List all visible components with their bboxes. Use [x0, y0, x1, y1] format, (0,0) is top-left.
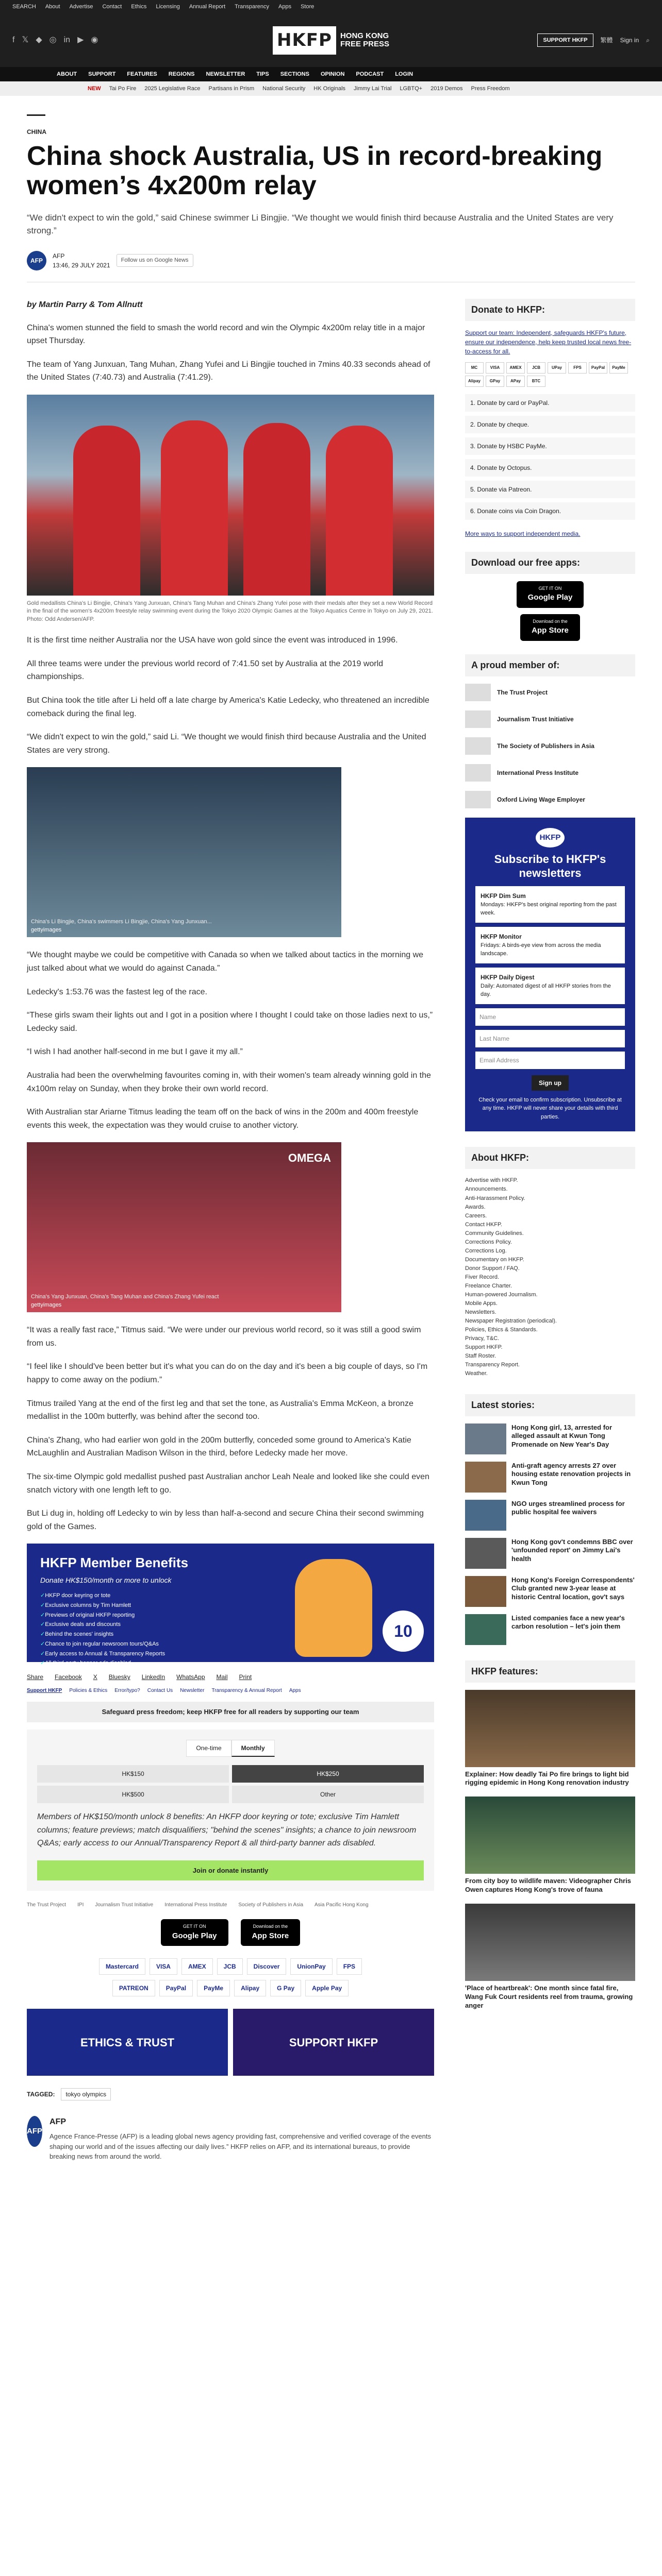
- benefit-item: ✓ Exclusive deals and discounts: [40, 1620, 421, 1630]
- bluesky-icon[interactable]: ◆: [36, 36, 42, 44]
- share-bar: [27, 1672, 434, 1682]
- donate-intro-link[interactable]: Support our team: Independent, safeguards HKFP's future, ensure our independence, help keep trusted local news free-to-access for all.: [465, 329, 632, 355]
- author-bio: [27, 2116, 434, 2162]
- amount-option[interactable]: HK$500: [37, 1786, 229, 1803]
- swimmer-figure: [243, 423, 310, 596]
- photo-caption: China's Yang Junxuan, China's Tang Muhan and China's Zhang Yufei react: [31, 1293, 219, 1300]
- member-org[interactable]: The Society of Publishers in Asia: [465, 737, 635, 755]
- payment-logo: PayPal: [159, 1980, 193, 1996]
- payment-logos: [27, 1958, 434, 1975]
- topic-link[interactable]: Press Freedom: [471, 85, 510, 92]
- benefit-item: ✓ Exclusive columns by Tim Hamlett: [40, 1601, 421, 1611]
- banner-title: HKFP Member Benefits: [40, 1555, 189, 1571]
- rss-icon[interactable]: ◉: [91, 36, 98, 44]
- payment-logo: Apple Pay: [305, 1980, 349, 1996]
- member-org[interactable]: Oxford Living Wage Employer: [465, 791, 635, 808]
- support-link[interactable]: Apps: [289, 1688, 301, 1694]
- topic-link[interactable]: National Security: [262, 85, 306, 92]
- about-link[interactable]: Weather.: [465, 1370, 488, 1377]
- member-org[interactable]: International Press Institute: [465, 764, 635, 782]
- donate-widget: [27, 1730, 434, 1891]
- about-link[interactable]: Human-powered Journalism.: [465, 1292, 538, 1298]
- feature-story[interactable]: Explainer: How deadly Tai Po fire brings to light bid rigging epidemic in Hong Kong renovation industry: [465, 1690, 635, 1788]
- swimmer-figure: [326, 426, 393, 596]
- afp-avatar[interactable]: AFP: [27, 251, 46, 270]
- paragraph: But Li dug in, holding off Ledecky to win by less than half-a-second and secure China their second swimming gold of the Games.: [27, 1509, 424, 1531]
- partner-logo[interactable]: Society of Publishers in Asia: [238, 1902, 304, 1908]
- support-link[interactable]: Newsletter: [180, 1688, 205, 1694]
- feature-image: [465, 1797, 635, 1874]
- about-link[interactable]: Privacy, T&C.: [465, 1335, 500, 1342]
- paragraph: But China took the title after Li held off a late charge by America's Katie Ledecky, who threatened an incredible comeback during the final leg.: [27, 696, 429, 718]
- payment-logo: JCB: [217, 1958, 243, 1975]
- about-link[interactable]: Contact HKFP.: [465, 1221, 502, 1228]
- main-nav: [0, 67, 662, 81]
- about-link[interactable]: Freelance Charter.: [465, 1283, 512, 1289]
- article-authors: by Martin Parry & Tom Allnutt: [27, 300, 143, 309]
- payment-logo: VISA: [150, 1958, 177, 1975]
- swimmer-figure: [73, 426, 140, 596]
- first-name-field[interactable]: Name: [475, 1008, 625, 1026]
- newsletter-title: Subscribe to HKFP's newsletters: [494, 853, 606, 879]
- payment-card-icon: JCB: [527, 362, 545, 374]
- paragraph: With Australian star Ariarne Titmus leading the team off on the back of wins in the 200m and 400m freestyle events this week, the expectation was they would cruise to another victory.: [27, 1108, 419, 1130]
- logo-mark: HKFP: [273, 26, 336, 55]
- nav-item[interactable]: ABOUT: [57, 71, 77, 77]
- amount-options: [37, 1765, 424, 1803]
- social-icons: [12, 34, 98, 46]
- paragraph: Titmus trailed Yang at the end of the first leg and that set the tone, as Australia's Emma McKeon, a bronze medallist in the 100m butterfly, was behind after the second too.: [27, 1399, 413, 1421]
- new-badge: NEW: [88, 85, 101, 92]
- nav-item[interactable]: TIPS: [256, 71, 269, 77]
- search-link[interactable]: SEARCH: [12, 3, 36, 10]
- ethics-promo[interactable]: ETHICS & TRUST: [27, 2009, 228, 2076]
- member-title: A proud member of:: [465, 654, 635, 676]
- tagged-label: TAGGED:: [27, 2091, 55, 2098]
- nav-item[interactable]: LOGIN: [395, 71, 413, 77]
- share-x[interactable]: X: [93, 1673, 97, 1681]
- member-benefits-banner[interactable]: [27, 1544, 434, 1667]
- linkedin-icon[interactable]: in: [63, 36, 71, 44]
- omega-logo: OMEGA: [288, 1151, 331, 1165]
- payment-logos: [27, 1980, 434, 1996]
- amount-option[interactable]: HK$150: [37, 1765, 229, 1783]
- donate-fineprint: Members of HK$150/month unlock 8 benefits: An HKFP door keyring or tote; exclusive Tim Hamlett columns; feature previews; match disqualifiers; "behind the scenes" insights; a chance to join newsroom Q&As; early access to our Annual/Transparency Report & all third-party banner ads disabled.: [37, 1812, 417, 1848]
- support-link[interactable]: Support HKFP: [27, 1688, 62, 1694]
- article-container: [27, 96, 635, 2169]
- about-link[interactable]: Fiver Record.: [465, 1274, 500, 1280]
- site-header: [0, 13, 662, 67]
- story-thumbnail: [465, 1614, 506, 1645]
- payment-card-icon: UPay: [548, 362, 566, 374]
- tab-monthly[interactable]: Monthly: [231, 1740, 275, 1757]
- signup-button[interactable]: Sign up: [532, 1075, 569, 1091]
- nav-item[interactable]: REGIONS: [168, 71, 195, 77]
- byline: [27, 251, 635, 270]
- topic-link[interactable]: Jimmy Lai Trial: [354, 85, 392, 92]
- support-link[interactable]: Error/typo?: [114, 1688, 140, 1694]
- about-link[interactable]: Newspaper Registration (periodical).: [465, 1318, 557, 1325]
- donate-title: Donate to HKFP:: [465, 299, 635, 321]
- about-link[interactable]: Anti-Harassment Policy.: [465, 1195, 525, 1201]
- annual-report-link[interactable]: Annual Report: [189, 3, 226, 10]
- payment-logo: UnionPay: [290, 1958, 332, 1975]
- partner-logos: [27, 1901, 434, 1909]
- share-bluesky[interactable]: Bluesky: [108, 1673, 130, 1681]
- article-category[interactable]: CHINA: [27, 128, 46, 135]
- paragraph: “It was a really fast race,” Titmus said. “We were under our previous world record, so it was still a good swim from us.: [27, 1326, 421, 1348]
- trust-project-logo: [465, 684, 491, 701]
- newsletter-option[interactable]: HKFP Daily Digest Daily: Automated digest of all HKFP stories from the day.: [475, 968, 625, 1004]
- article-body: [27, 299, 434, 2169]
- getty-logo: gettyimages: [31, 926, 62, 933]
- donate-tabs: [37, 1740, 424, 1757]
- payment-logo: FPS: [337, 1958, 362, 1975]
- support-link[interactable]: Policies & Ethics: [69, 1688, 108, 1694]
- about-link[interactable]: About: [45, 3, 60, 10]
- last-name-field[interactable]: Last Name: [475, 1030, 625, 1047]
- benefit-item: ✓ Chance to join regular newsroom tours/Q&As: [40, 1639, 421, 1649]
- photo-caption: Gold medallists China's Li Bingjie, China's Yang Junxuan, China's Tang Muhan and China's Zhang Yufei pose with their medals after they set a new World Record in the final of the women's 4x200m freestyle relay swimming event during the Tokyo 2020 Olympic Games at the Tokyo Aquatics Centre in Tokyo on July 29, 2021. Photo: Odd Andersen/AFP.: [27, 600, 433, 622]
- latest-story[interactable]: Listed companies face a new year's carbon resolution – let's join them: [465, 1614, 635, 1645]
- payment-logo: G Pay: [270, 1980, 301, 1996]
- store-link[interactable]: Store: [301, 3, 315, 10]
- latest-story[interactable]: Anti-graft agency arrests 27 over housing estate renovation projects in Kwun Tong: [465, 1462, 635, 1493]
- support-hkfp-button[interactable]: SUPPORT HKFP: [537, 33, 593, 47]
- paragraph: “I feel like I should've been better but it's what you can do on the day and it's been a big couple of days, so I'm happy to come away on the podium.”: [27, 1362, 428, 1385]
- payment-card-icon: GPay: [486, 376, 504, 387]
- newsletter-logo: HKFP: [536, 828, 565, 848]
- donate-option[interactable]: 4. Donate by Octopus.: [465, 459, 635, 477]
- nav-item[interactable]: SUPPORT: [88, 71, 116, 77]
- share-facebook[interactable]: Facebook: [55, 1673, 82, 1681]
- payment-card-icon: Alipay: [465, 376, 484, 387]
- tab-one-time[interactable]: One-time: [186, 1740, 231, 1757]
- member-org[interactable]: The Trust Project: [465, 684, 635, 701]
- app-store-button[interactable]: Download on the App Store: [241, 1919, 301, 1946]
- story-thumbnail: [465, 1576, 506, 1607]
- payment-card-icon: MC: [465, 362, 484, 374]
- logo-wordmark: HONG KONG FREE PRESS: [340, 31, 389, 48]
- content-columns: [27, 299, 635, 2169]
- donate-option[interactable]: 2. Donate by cheque.: [465, 416, 635, 433]
- article-standfirst: “We didn't expect to win the gold,” said Chinese swimmer Li Bingjie. “We thought we would finish third because Australia and the United States are very strong.”: [27, 213, 614, 236]
- article-title: China shock Australia, US in record-breaking women’s 4x200m relay: [27, 141, 603, 201]
- newsletter-signup: [465, 818, 635, 1132]
- tag-link[interactable]: tokyo olympics: [61, 2088, 111, 2100]
- payment-cards: [465, 362, 635, 387]
- paragraph: China's Zhang, who had earlier won gold in the 200m butterfly, conceded some ground to America's Katie McLaughlin and Australian Madison Wilson in the third, before Ledecky made her move.: [27, 1435, 411, 1458]
- living-wage-logo: [465, 791, 491, 808]
- paragraph: Australia had been the overwhelming favourites coming in, with their women's team already winning gold in the 4x100m relay on Sunday, when they broke their own world record.: [27, 1071, 431, 1093]
- donate-option[interactable]: 5. Donate via Patreon.: [465, 481, 635, 498]
- jti-logo: [465, 710, 491, 728]
- payment-logo: PATREON: [112, 1980, 155, 1996]
- nav-item[interactable]: OPINION: [320, 71, 345, 77]
- byline-text: [53, 251, 110, 270]
- partner-logo[interactable]: Journalism Trust Initiative: [95, 1902, 154, 1908]
- contact-link[interactable]: Contact: [102, 3, 122, 10]
- medal-photo: [27, 395, 434, 596]
- topic-link[interactable]: Tai Po Fire: [109, 85, 137, 92]
- byline-date: 13:46, 29 JULY 2021: [53, 261, 110, 269]
- transparency-link[interactable]: Transparency: [235, 3, 269, 10]
- donate-option[interactable]: 1. Donate by card or PayPal.: [465, 394, 635, 412]
- about-link[interactable]: Corrections Policy.: [465, 1239, 512, 1245]
- embedded-getty-photo: [27, 767, 341, 937]
- story-thumbnail: [465, 1500, 506, 1531]
- payment-card-icon: APay: [506, 376, 525, 387]
- mascot-illustration: [295, 1559, 372, 1657]
- utility-bar: [0, 0, 662, 13]
- title-rule: [27, 114, 45, 116]
- story-thumbnail: [465, 1462, 506, 1493]
- payment-logo: Mastercard: [99, 1958, 145, 1975]
- about-link[interactable]: Community Guidelines.: [465, 1230, 524, 1236]
- feature-image: [465, 1904, 635, 1981]
- search-icon[interactable]: ⌕: [646, 37, 650, 44]
- benefit-item: ✓ All third-party banner ads disabled: [40, 1658, 421, 1668]
- share-linkedin[interactable]: LinkedIn: [141, 1673, 166, 1681]
- about-link[interactable]: Staff Roster.: [465, 1353, 496, 1360]
- youtube-icon[interactable]: ▶: [77, 36, 84, 44]
- topic-link[interactable]: 2025 Legislative Race: [144, 85, 201, 92]
- story-thumbnail: [465, 1423, 506, 1454]
- donate-button[interactable]: Join or donate instantly: [37, 1860, 424, 1881]
- benefit-item: ✓ HKFP door keyring or tote: [40, 1591, 421, 1601]
- google-news-button[interactable]: Follow us on Google News: [117, 254, 193, 267]
- about-link[interactable]: Mobile Apps.: [465, 1300, 498, 1307]
- banner-subtitle: Donate HK$150/month or more to unlock: [40, 1576, 172, 1585]
- header-actions: [537, 33, 650, 47]
- newsletter-option[interactable]: HKFP Dim Sum Mondays: HKFP's best original reporting from the past week.: [475, 886, 625, 923]
- safeguard-banner[interactable]: Safeguard press freedom; keep HKFP free for all readers by supporting our team: [27, 1702, 434, 1722]
- payment-logo: Discover: [247, 1958, 287, 1975]
- share-print[interactable]: Print: [239, 1673, 252, 1681]
- about-link[interactable]: Documentary on HKFP.: [465, 1256, 524, 1263]
- amount-option[interactable]: Other: [232, 1786, 424, 1803]
- advertise-link[interactable]: Advertise: [69, 3, 93, 10]
- newsletter-option[interactable]: HKFP Monitor Fridays: A birds-eye view from across the media landscape.: [475, 927, 625, 963]
- support-link[interactable]: Transparency & Annual Report: [211, 1688, 282, 1694]
- apps-link[interactable]: Apps: [278, 3, 292, 10]
- feature-story[interactable]: 'Place of heartbreak': One month since fatal fire, Wang Fuk Court residents reel from trauma, growing anger: [465, 1904, 635, 2010]
- member-org[interactable]: Journalism Trust Initiative: [465, 710, 635, 728]
- amount-option-selected[interactable]: HK$250: [232, 1765, 424, 1783]
- story-thumbnail: [465, 1538, 506, 1569]
- paragraph: “We thought maybe we could be competitive with Canada so when we talked about tactics in the morning we just talked about what we would do against Canada.”: [27, 951, 424, 973]
- paragraph: The six-time Olympic gold medallist pushed past Australian anchor Leah Neale and looked like she could even snatch victory with one length left to go.: [27, 1472, 429, 1495]
- paragraph: All three teams were under the previous world record of 7:41.50 set by Australia at the 2019 world championships.: [27, 659, 384, 682]
- latest-story[interactable]: Hong Kong girl, 13, arrested for alleged assault at Kwun Tong Promenade on New Year's Day: [465, 1423, 635, 1454]
- swimmer-figure: [161, 420, 228, 596]
- more-ways-link[interactable]: More ways to support independent media.: [465, 530, 581, 537]
- share-whatsapp[interactable]: WhatsApp: [176, 1673, 205, 1681]
- bio-text: Agence France-Presse (AFP) is a leading global news agency providing fast, comprehensive and verified coverage of the events shaping our world and of the issues affecting our daily lives.” HKFP relies on AFP, and its international bureaus, to provide breaking news from around the world.: [49, 2132, 431, 2161]
- payment-logo: PayMe: [197, 1980, 230, 1996]
- about-link[interactable]: Advertise with HKFP.: [465, 1177, 518, 1184]
- google-play-button[interactable]: GET IT ON Google Play: [517, 581, 584, 608]
- latest-story[interactable]: NGO urges streamlined process for public hospital fee waivers: [465, 1500, 635, 1531]
- about-link[interactable]: Corrections Log.: [465, 1247, 507, 1254]
- about-link[interactable]: Donor Support / FAQ.: [465, 1265, 520, 1272]
- topic-nav: [0, 81, 662, 96]
- paragraph: “These girls swam their lights out and I got in a position where I thought I could take on those ladies next to us,” Ledecky said.: [27, 1011, 433, 1033]
- topic-link[interactable]: LGBTQ+: [400, 85, 423, 92]
- topic-link[interactable]: HK Originals: [313, 85, 346, 92]
- about-link[interactable]: Awards.: [465, 1204, 486, 1210]
- nav-item[interactable]: PODCAST: [356, 71, 384, 77]
- topic-link[interactable]: 2019 Demos: [431, 85, 463, 92]
- bio-name[interactable]: AFP: [49, 2117, 66, 2127]
- site-logo[interactable]: [273, 26, 389, 55]
- payment-logo: AMEX: [181, 1958, 213, 1975]
- photo-caption: China's Li Bingjie, China's swimmers Li Bingjie, China's Yang Junxuan...: [31, 918, 212, 925]
- share-mail[interactable]: Mail: [216, 1673, 228, 1681]
- payment-card-icon: PayPal: [589, 362, 607, 374]
- promo-tiles: [27, 2009, 434, 2076]
- app-store-button[interactable]: Download on the App Store: [520, 614, 580, 641]
- paragraph: “I wish I had another half-second in me but I gave it my all.”: [27, 1047, 243, 1057]
- topic-link[interactable]: Partisans in Prism: [208, 85, 255, 92]
- support-link[interactable]: Contact Us: [147, 1688, 173, 1694]
- payment-card-icon: AMEX: [506, 362, 525, 374]
- ipi-logo: [465, 764, 491, 782]
- byline-org[interactable]: AFP: [53, 252, 65, 260]
- payment-card-icon: PayMe: [609, 362, 628, 374]
- donate-option[interactable]: 6. Donate coins via Coin Dragon.: [465, 502, 635, 520]
- about-list: [465, 1176, 635, 1378]
- nav-item[interactable]: SECTIONS: [280, 71, 309, 77]
- app-store-buttons: [27, 1919, 434, 1946]
- tags: [27, 2088, 434, 2100]
- paragraph: The team of Yang Junxuan, Tang Muhan, Zhang Yufei and Li Bingjie touched in 7mins 40.33 seconds ahead of the United States (7:40.73) and Australia (7:41.29).: [27, 360, 431, 382]
- payment-card-icon: BTC: [527, 376, 545, 387]
- donate-option[interactable]: 3. Donate by HSBC PayMe.: [465, 437, 635, 455]
- ethics-link[interactable]: Ethics: [131, 3, 147, 10]
- getty-logo: gettyimages: [31, 1301, 62, 1308]
- benefit-item: ✓ Behind the scenes' insights: [40, 1630, 421, 1639]
- licensing-link[interactable]: Licensing: [156, 3, 180, 10]
- paragraph: It is the first time neither Australia nor the USA have won gold since the event was introduced in 1996.: [27, 636, 398, 645]
- about-link[interactable]: Transparency Report.: [465, 1362, 520, 1368]
- nav-item[interactable]: NEWSLETTER: [206, 71, 245, 77]
- share-label: Share: [27, 1673, 44, 1681]
- paragraph: “We didn't expect to win the gold,” said Li. “We thought we would finish third because Australia and the United States are very strong.: [27, 733, 426, 755]
- about-link[interactable]: Newsletters.: [465, 1309, 496, 1316]
- google-play-button[interactable]: GET IT ON Google Play: [161, 1919, 228, 1946]
- sopa-logo: [465, 737, 491, 755]
- about-link[interactable]: Careers.: [465, 1212, 487, 1219]
- about-link[interactable]: Support HKFP.: [465, 1344, 503, 1351]
- partner-logo[interactable]: IPI: [77, 1902, 84, 1908]
- partner-logo[interactable]: International Press Institute: [164, 1902, 227, 1908]
- support-promo[interactable]: SUPPORT HKFP: [233, 2009, 434, 2076]
- features-title: HKFP features:: [465, 1660, 635, 1683]
- x-icon[interactable]: 𝕏: [22, 36, 29, 44]
- latest-title: Latest stories:: [465, 1394, 635, 1416]
- payment-logo: Alipay: [234, 1980, 266, 1996]
- embedded-getty-photo: [27, 1142, 341, 1312]
- payment-card-icon: FPS: [568, 362, 587, 374]
- partner-logo[interactable]: The Trust Project: [27, 1902, 67, 1908]
- newsletter-note: Check your email to confirm subscription. Unsubscribe at any time. HKFP will never share your details with third parties.: [478, 1096, 622, 1120]
- about-link[interactable]: Announcements.: [465, 1186, 508, 1193]
- benefit-item: ✓ Early access to Annual & Transparency Reports: [40, 1649, 421, 1659]
- paragraph: Ledecky's 1:53.76 was the fastest leg of the race.: [27, 987, 207, 996]
- latest-story[interactable]: Hong Kong gov't condemns BBC over 'unfounded report' on Jimmy Lai's health: [465, 1538, 635, 1569]
- latest-story[interactable]: Hong Kong's Foreign Correspondents' Club granted new 3-year lease at historic Central location, gov't says: [465, 1576, 635, 1607]
- feature-story[interactable]: From city boy to wildlife maven: Videographer Chris Owen captures Hong Kong's trove of fauna: [465, 1797, 635, 1894]
- paragraph: China's women stunned the field to smash the world record and win the Olympic 4x200m relay title in a major upset Thursday.: [27, 323, 425, 346]
- benefit-item: ✓ Previews of original HKFP reporting: [40, 1611, 421, 1620]
- email-field[interactable]: Email Address: [475, 1052, 625, 1069]
- afp-avatar[interactable]: AFP: [27, 2116, 42, 2147]
- partner-logo[interactable]: Asia Pacific Hong Kong: [315, 1902, 369, 1908]
- sidebar: [465, 299, 635, 2169]
- about-link[interactable]: Policies, Ethics & Standards.: [465, 1327, 538, 1333]
- anniversary-badge: 10: [383, 1611, 424, 1652]
- payment-card-icon: VISA: [486, 362, 504, 374]
- sidebar-app-buttons: [465, 581, 635, 641]
- signin-link[interactable]: Sign in: [620, 37, 639, 44]
- about-title: About HKFP:: [465, 1147, 635, 1169]
- facebook-icon[interactable]: f: [12, 36, 15, 44]
- apps-title: Download our free apps:: [465, 552, 635, 574]
- language-link[interactable]: 繁體: [600, 37, 613, 44]
- feature-image: [465, 1690, 635, 1767]
- support-links: [27, 1687, 434, 1694]
- nav-item[interactable]: FEATURES: [127, 71, 157, 77]
- instagram-icon[interactable]: ◎: [49, 36, 57, 44]
